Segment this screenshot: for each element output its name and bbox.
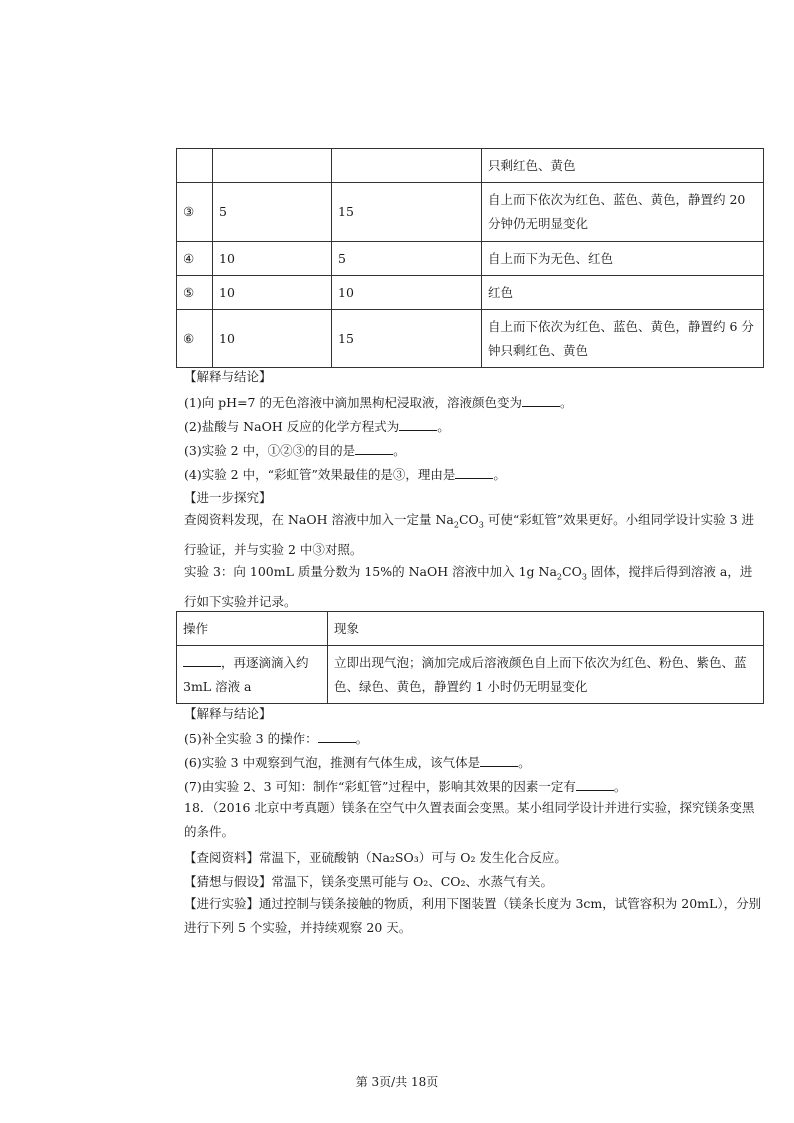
para-text: CO [562,564,582,579]
question-punct: 。 [355,731,369,746]
question-18: 18．（2016 北京中考真题）镁条在空气中久置表面会变黑。某小组同学设计并进行实验，探究镁条变黑的条件。 [184,800,755,839]
header-phenomenon: 现象 [328,612,764,646]
cell-value-a: 10 [213,276,332,310]
question-5 [184,729,764,748]
answer-blank[interactable] [522,393,560,407]
experiment-2-table [176,148,764,368]
row-number: ⑤ [177,276,213,310]
question-4 [184,465,764,484]
question-2 [184,417,764,436]
question-text: (7)由实验 2、3 可知：制作“彩虹管”过程中，影响其效果的因素一定有 [184,779,576,794]
para-text: 查阅资料发现，在 NaOH 溶液中加入一定量 Na [184,512,454,527]
cell-value-a [213,149,332,183]
subscript: 2 [453,520,459,530]
page-number: 第 3页/共 18页 [355,1075,439,1089]
para-text: 实验 3：向 100mL 质量分数为 15%的 NaOH 溶液中加入 1g Na [184,564,557,579]
question-text: (2)盐酸与 NaOH 反应的化学方程式为 [184,419,400,434]
para-text: 固体，搅拌后得到溶液 a，进行如下实验并记录。 [184,564,753,609]
header-operation: 操作 [177,612,328,646]
paragraph-info [184,508,764,562]
cell-phenomenon: 立即出现气泡；滴加完成后溶液颜色自上而下依次为红色、粉色、紫色、蓝色、绿色、黄色，静置约 1 小时仍无明显变化 [328,646,764,704]
question-text: (1)向 pH=7 的无色溶液中滴加黑枸杞浸取液，溶液颜色变为 [184,395,522,410]
answer-blank[interactable] [480,753,518,767]
cell-result: 自上而下依次为红色、蓝色、黄色，静置约 6 分钟只剩红色、黄色 [482,310,764,368]
subscript: 2 [556,572,563,582]
cell-result: 只剩红色、黄色 [482,149,764,183]
section-heading: 【进一步探究】 [184,490,272,505]
subscript: 3 [581,572,587,582]
cell-result: 自上而下为无色、红色 [482,242,764,276]
question-text: (5)补全实验 3 的操作： [184,731,318,746]
question-punct: 。 [518,755,531,770]
para-text: 可使“彩虹管”效果更好。小组同学设计实验 3 进行验证，并与实验 2 中③对照。 [184,512,755,557]
row-number: ⑥ [177,310,213,368]
question-punct: 。 [493,467,506,482]
cell-value-b: 10 [332,276,482,310]
cell-result: 红色 [482,276,764,310]
cell-value-a: 10 [213,310,332,368]
paragraph-experiment-3 [184,560,764,614]
question-3 [184,441,764,460]
row-number [177,149,213,183]
question-punct: 。 [613,779,627,794]
question-text: (6)实验 3 中观察到气泡，推测有气体生成，该气体是 [184,755,481,770]
answer-blank[interactable] [183,653,221,667]
cell-operation [177,646,328,704]
table-row [177,646,764,704]
answer-blank[interactable] [318,729,356,743]
table-row [177,276,764,310]
question-1 [184,393,764,412]
subscript: 3 [478,520,484,530]
reference-info: 【查阅资料】常温下，亚硫酸钠（Na₂SO₃）可与 O₂ 发生化合反应。 [184,850,567,865]
table-row [177,242,764,276]
question-text: (3)实验 2 中，①②③的目的是 [184,443,356,458]
question-punct: 。 [559,395,573,410]
experiment-3-table [176,611,764,704]
hypothesis: 【猜想与假设】常温下，镁条变黑可能与 O₂、CO₂、水蒸气有关。 [184,874,554,889]
row-number: ④ [177,242,213,276]
cell-result: 自上而下依次为红色、蓝色、黄色，静置约 20 分钟仍无明显变化 [482,183,764,242]
cell-text: ，再逐滴滴入约 3mL 溶液 a [183,654,309,694]
cell-value-b: 15 [332,183,482,242]
question-punct: 。 [393,443,406,458]
question-punct: 。 [437,419,450,434]
question-text: (4)实验 2 中，“彩虹管”效果最佳的是③，理由是 [184,467,456,482]
table-row [177,149,764,183]
question-7 [184,777,764,796]
answer-blank[interactable] [399,417,437,431]
cell-value-b [332,149,482,183]
answer-blank[interactable] [455,465,493,479]
section-heading: 【解释与结论】 [184,369,272,384]
section-heading: 【解释与结论】 [184,706,272,721]
table-row [177,183,764,242]
cell-value-a: 10 [213,242,332,276]
answer-blank[interactable] [576,777,614,791]
table-row [177,310,764,368]
answer-blank[interactable] [355,441,393,455]
cell-value-b: 5 [332,242,482,276]
table-header-row [177,612,764,646]
row-number: ③ [177,183,213,242]
question-6 [184,753,764,772]
experiment-description: 【进行实验】通过控制与镁条接触的物质，利用下图装置（镁条长度为 3cm，试管容积为 20mL），分别进行下列 5 个实验，并持续观察 20 天。 [184,896,762,935]
cell-value-b: 15 [332,310,482,368]
cell-value-a: 5 [213,183,332,242]
para-text: CO [458,512,479,527]
